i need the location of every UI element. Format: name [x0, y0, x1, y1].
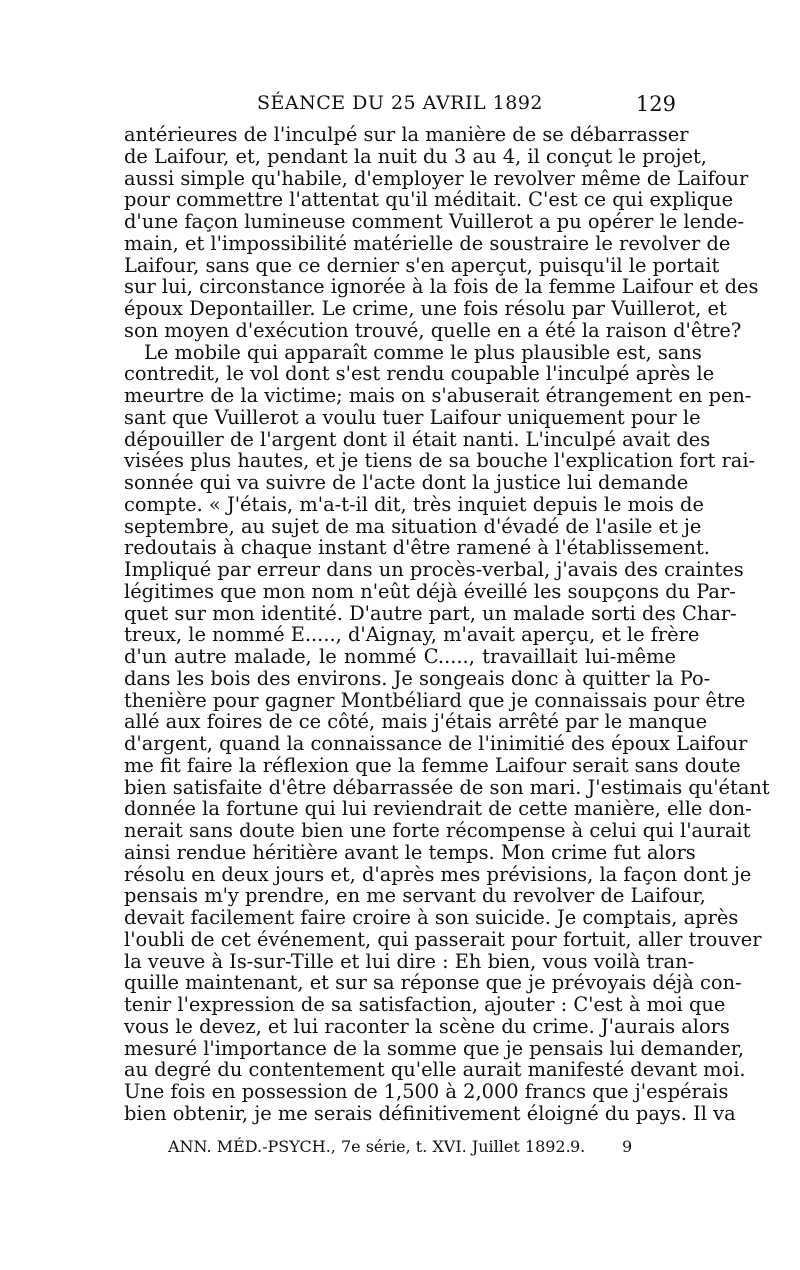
text-line: au degré du contentement qu'elle aurait manifesté devant moi. — [124, 1058, 746, 1082]
text-line: septembre, au sujet de ma situation d'évadé de l'asile et je — [124, 514, 702, 538]
text-line: meurtre de la victime; mais on s'abuserait étrangement en pen- — [124, 384, 752, 407]
text-line: pensais m'y prendre, en me servant du revolver de Laifour, — [124, 884, 706, 908]
text-line: aussi simple qu'habile, d'employer le revolver même de Laifour — [124, 166, 749, 190]
body-text — [124, 123, 770, 1125]
text-line: bien satisfaite d'être débarrassée de son mari. J'estimais qu'étant — [124, 775, 770, 799]
page-number: 129 — [635, 92, 676, 116]
text-line: treux, le nommé E....., d'Aignay, m'avait aperçu, et le frère — [124, 623, 700, 647]
text-line: son moyen d'exécution trouvé, quelle en a été la raison d'être? — [124, 318, 742, 342]
text-line: compte. « J'étais, m'a-t-il dit, très inquiet depuis le mois de — [124, 492, 704, 516]
text-line: la veuve à Is-sur-Tille et lui dire : Eh bien, vous voilà tran- — [124, 949, 695, 973]
text-line: Laifour, sans que ce dernier s'en aperçut, puisqu'il le portait — [124, 253, 720, 277]
text-line: Une fois en possession de 1,500 à 2,000 francs que j'espérais — [124, 1080, 729, 1103]
signature-mark: 9. — [570, 1137, 586, 1156]
text-line: thenière pour gagner Montbéliard que je connaissais pour être — [124, 688, 746, 712]
running-title: SÉANCE DU 25 AVRIL 1892 — [257, 92, 543, 114]
text-line-paragraph-start: Le mobile qui apparaît comme le plus plausible est, sans — [144, 340, 702, 364]
text-line: donnée la fortune qui lui reviendrait de cette manière, elle don- — [124, 797, 752, 821]
text-line: me fit faire la réflexion que la femme Laifour serait sans doute — [124, 753, 741, 777]
text-line: vous le devez, et lui raconter la scène du crime. J'aurais alors — [124, 1014, 730, 1038]
text-line: antérieures de l'inculpé sur la manière de se débarrasser — [124, 123, 689, 146]
footer-journal-citation: ANN. MÉD.-PSYCH., 7e série, t. XVI. Juillet 1892. — [168, 1137, 571, 1156]
text-line: visées plus hautes, et je tiens de sa bouche l'explication fort rai- — [124, 449, 756, 473]
text-line: légitimes que mon nom n'eût déjà éveillé les soupçons du Par- — [124, 579, 736, 603]
text-line: tenir l'expression de sa satisfaction, ajouter : C'est à moi que — [124, 993, 726, 1016]
text-line: d'argent, quand la connaissance de l'inimitié des époux Laifour — [124, 732, 748, 755]
text-line: dépouiller de l'argent dont il était nanti. L'inculpé avait des — [124, 427, 711, 451]
text-line: sant que Vuillerot a voulu tuer Laifour uniquement pour le — [124, 405, 701, 429]
text-line: de Laifour, et, pendant la nuit du 3 au 4, il conçut le projet, — [124, 144, 707, 168]
text-line: mesuré l'importance de la somme que je pensais lui demander, — [124, 1036, 745, 1060]
text-line: quille maintenant, et sur sa réponse que je prévoyais déjà con- — [124, 971, 742, 995]
text-line: ainsi rendue héritière avant le temps. Mon crime fut alors — [124, 840, 696, 864]
text-line: redoutais à chaque instant d'être ramené à l'établissement. — [124, 536, 710, 560]
text-line: pour commettre l'attentat qu'il méditait. C'est ce qui explique — [124, 188, 734, 212]
text-line: Impliqué par erreur dans un procès-verbal, j'avais des craintes — [124, 558, 744, 581]
signature-mark: 9 — [622, 1137, 633, 1156]
text-line: quet sur mon identité. D'autre part, un malade sorti des Char- — [124, 601, 737, 625]
text-line: sur lui, circonstance ignorée à la fois de la femme Laifour et des — [124, 275, 759, 299]
text-line: nerait sans doute bien une forte récompense à celui qui l'aurait — [124, 819, 751, 842]
text-line: d'un autre malade, le nommé C....., travaillait lui-même — [124, 645, 676, 668]
text-line: contredit, le vol dont s'est rendu coupable l'inculpé après le — [124, 362, 715, 386]
text-line: époux Depontailler. Le crime, une fois résolu par Vuillerot, et — [124, 297, 727, 320]
text-line: dans les bois des environs. Je songeais donc à quitter la Po- — [124, 666, 711, 690]
text-line: bien obtenir, je me serais définitivement éloigné du pays. Il va — [124, 1101, 736, 1125]
text-line: main, et l'impossibilité matérielle de soustraire le revolver de — [124, 231, 731, 255]
text-line: devait facilement faire croire à son suicide. Je comptais, après — [124, 906, 739, 929]
text-line: d'une façon lumineuse comment Vuillerot a pu opérer le lende- — [124, 210, 745, 233]
text-line: sonnée qui va suivre de l'acte dont la justice lui demande — [124, 471, 689, 494]
page-footer — [168, 1137, 638, 1156]
text-line: l'oubli de cet événement, qui passerait pour fortuit, aller trouver — [124, 927, 762, 951]
text-line: résolu en deux jours et, d'après mes prévisions, la façon dont je — [124, 862, 752, 886]
text-line: allé aux foires de ce côté, mais j'étais arrêté par le manque — [124, 710, 708, 734]
running-head — [124, 92, 676, 122]
